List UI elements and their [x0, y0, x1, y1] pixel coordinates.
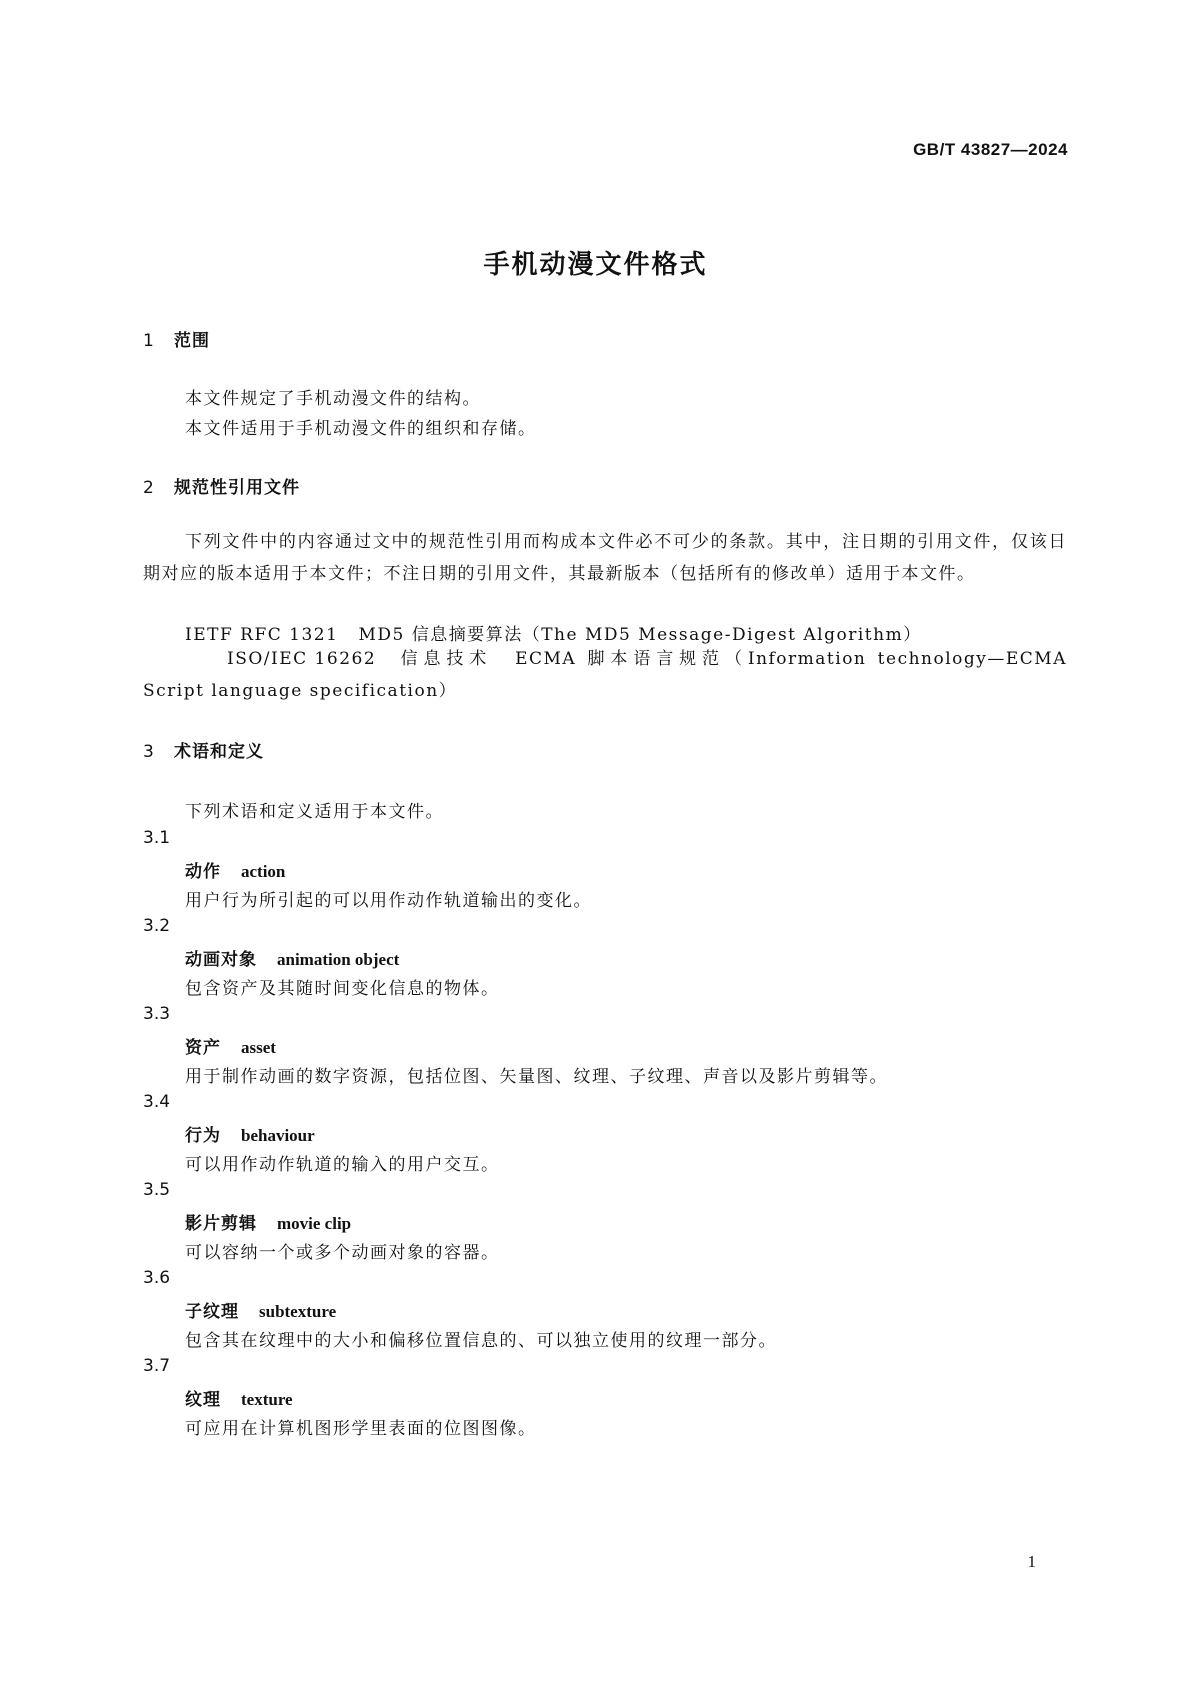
term-entry: [185, 945, 399, 970]
term-chinese: 纹理: [185, 1390, 221, 1410]
section-heading-terms-definitions: [143, 737, 264, 762]
section-heading-normative-references: [143, 473, 300, 498]
term-chinese: 行为: [185, 1126, 221, 1146]
reference-title: MD5 信息摘要算法（The MD5 Message-Digest Algorithm）: [358, 625, 922, 645]
clause-number: 3.2: [143, 916, 171, 936]
clause-number: 3.6: [143, 1268, 171, 1288]
reference-item: [143, 643, 1067, 707]
terms-intro: 下列术语和定义适用于本文件。: [185, 802, 444, 822]
term-entry: [185, 1121, 315, 1146]
term-english: animation object: [277, 950, 400, 969]
reference-title: 信息技术 ECMA 脚本语言规范（Information technology—ECMA Script language specification）: [143, 649, 1067, 701]
term-definition: 可应用在计算机图形学里表面的位图图像。: [185, 1419, 537, 1439]
document-title: 手机动漫文件格式: [483, 250, 708, 280]
section-number: 2: [143, 478, 155, 498]
term-chinese: 影片剪辑: [185, 1214, 257, 1234]
term-chinese: 动作: [185, 862, 221, 882]
section-number: 1: [143, 331, 155, 351]
term-english: asset: [241, 1038, 276, 1057]
term-entry: [185, 1209, 351, 1234]
page-number: 1: [1027, 1552, 1036, 1571]
term-entry: [185, 857, 285, 882]
term-definition: 用于制作动画的数字资源，包括位图、矢量图、纹理、子纹理、声音以及影片剪辑等。: [185, 1067, 888, 1087]
section-title: 范围: [174, 331, 210, 351]
clause-number: 3.3: [143, 1004, 171, 1024]
clause-number: 3.4: [143, 1092, 171, 1112]
clause-number: 3.5: [143, 1180, 171, 1200]
term-english: movie clip: [277, 1214, 352, 1233]
term-definition: 包含资产及其随时间变化信息的物体。: [185, 979, 500, 999]
normative-references-intro: 下列文件中的内容通过文中的规范性引用而构成本文件必不可少的条款。其中，注日期的引用文件，仅该日期对应的版本适用于本文件；不注日期的引用文件，其最新版本（包括所有的修改单）适用于本文件。: [143, 532, 1067, 584]
reference-code: IETF RFC 1321: [185, 625, 339, 645]
term-entry: [185, 1033, 276, 1058]
term-english: behaviour: [241, 1126, 315, 1145]
section-heading-scope: [143, 326, 210, 351]
term-entry: [185, 1297, 336, 1322]
term-chinese: 子纹理: [185, 1302, 239, 1322]
term-chinese: 资产: [185, 1038, 221, 1058]
term-definition: 用户行为所引起的可以用作动作轨道输出的变化。: [185, 891, 592, 911]
term-definition: 包含其在纹理中的大小和偏移位置信息的、可以独立使用的纹理一部分。: [185, 1331, 777, 1351]
scope-paragraph-1: 本文件规定了手机动漫文件的结构。: [185, 389, 481, 409]
term-english: subtexture: [259, 1302, 337, 1321]
reference-code: ISO/IEC 16262: [227, 649, 377, 669]
clause-number: 3.7: [143, 1356, 171, 1376]
standard-number: GB/T 43827—2024: [913, 140, 1068, 159]
term-entry: [185, 1385, 293, 1410]
reference-item: [185, 620, 922, 645]
section-number: 3: [143, 742, 155, 762]
term-english: texture: [241, 1390, 293, 1409]
term-definition: 可以容纳一个或多个动画对象的容器。: [185, 1243, 500, 1263]
term-chinese: 动画对象: [185, 950, 257, 970]
section-title: 术语和定义: [174, 742, 264, 762]
clause-number: 3.1: [143, 828, 171, 848]
scope-paragraph-2: 本文件适用于手机动漫文件的组织和存储。: [185, 419, 537, 439]
section-title: 规范性引用文件: [174, 478, 300, 498]
term-english: action: [241, 862, 286, 881]
term-definition: 可以用作动作轨道的输入的用户交互。: [185, 1155, 500, 1175]
